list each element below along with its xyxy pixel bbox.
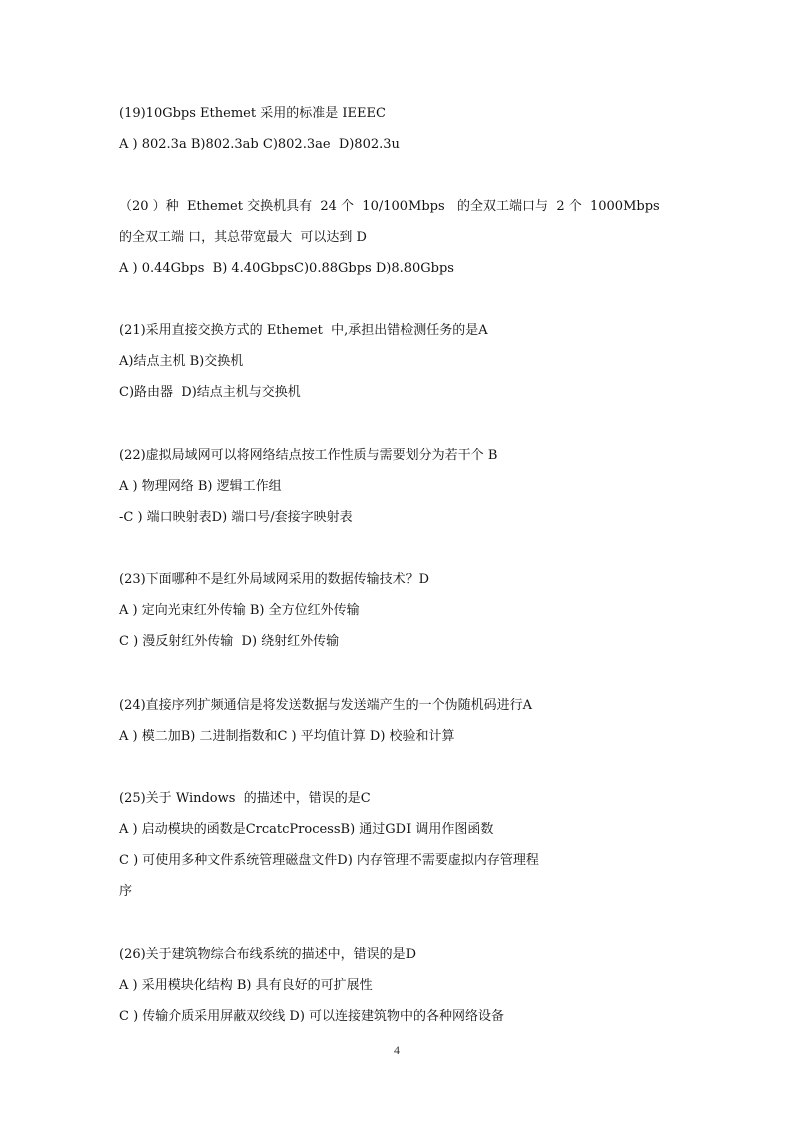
question-21-options-ab: A)结点主机 B)交换机 (119, 354, 244, 369)
question-19-options: A ) 802.3a B)802.3ab C)802.3ae D)802.3u (119, 137, 400, 152)
question-26-stem: (26)关于建筑物综合布线系统的描述中，错误的是D (119, 947, 417, 962)
question-25-options-cd: C ) 可使用多种文件系统管理磁盘文件D) 内存管理不需要虚拟内存管理程 (119, 853, 539, 868)
question-24-stem: (24)直接序列扩频通信是将发送数据与发送端产生的一个伪随机码进行A (119, 698, 533, 713)
question-23-options-ab: A ) 定向光束红外传输 B) 全方位红外传输 (119, 603, 360, 618)
question-25-stem: (25)关于 Windows 的描述中，错误的是C (119, 791, 371, 806)
question-26-options-cd: C ) 传输介质采用屏蔽双绞线 D) 可以连接建筑物中的各种网络设备 (119, 1009, 505, 1024)
question-24-options: A ) 模二加B) 二进制指数和C ) 平均值计算 D) 校验和计算 (119, 729, 455, 744)
question-21-stem: (21)采用直接交换方式的 Ethemet 中,承担出错检测任务的是A (119, 323, 488, 338)
question-22-options-ab: A ) 物理网络 B) 逻辑工作组 (119, 479, 282, 494)
question-23-options-cd: C ) 漫反射红外传输 D) 绕射红外传输 (119, 634, 340, 649)
question-25-options-wrap: 序 (119, 884, 133, 899)
question-23-stem: (23)下面哪种不是红外局域网采用的数据传输技术？D (119, 572, 430, 587)
question-19-stem: (19)10Gbps Ethemet 采用的标准是 IEEEC (119, 106, 386, 121)
question-22-options-cd: -C ) 端口映射表D) 端口号/套接字映射表 (119, 510, 353, 525)
question-20-stem-line2: 的全双工端 口，其总带宽最大 可以达到 D (119, 230, 367, 245)
question-20-options: A ) 0.44Gbps B) 4.40GbpsC)0.88Gbps D)8.80Gbps (119, 261, 454, 276)
question-20-stem-line1: （20 ）种 Ethemet 交换机具有 24 个 10/100Mbps 的全双工端口与 2 个 1000Mbps (119, 199, 660, 214)
question-21-options-cd: C)路由器 D)结点主机与交换机 (119, 385, 301, 400)
question-25-options-ab: A ) 启动模块的函数是CrcatcProcessB) 通过GDI 调用作图函数 (119, 822, 494, 837)
question-22-stem: (22)虚拟局域网可以将网络结点按工作性质与需要划分为若干个 B (119, 448, 498, 463)
question-26-options-ab: A ) 采用模块化结构 B) 具有良好的可扩展性 (119, 978, 373, 993)
page-number: 4 (394, 1043, 400, 1057)
